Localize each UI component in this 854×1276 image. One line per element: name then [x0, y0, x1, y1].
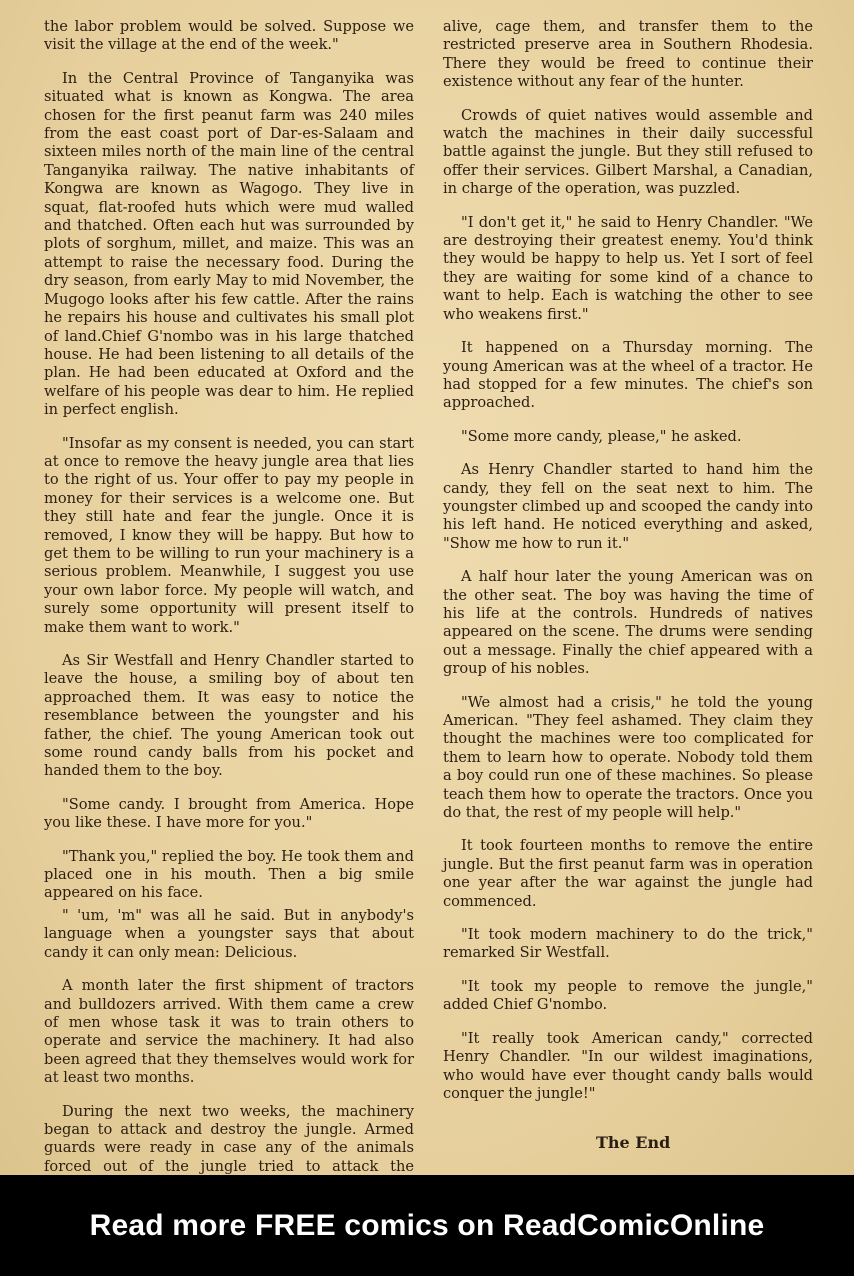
paragraph: As Sir Westfall and Henry Chandler started to leave the house, a smiling boy of about ten approached them. It was easy to notice the resemblance between the youngster and his father, the chief. The young American took out some round candy balls from his pocket and handed them to the boy.	[44, 652, 414, 780]
paragraph: A half hour later the young American was on the other seat. The boy was having the time of his life at the controls. Hundreds of natives appeared on the scene. The drums were sending out a message. Finally the chief appeared with a group of his nobles.	[443, 568, 813, 678]
paragraph: "We almost had a crisis," he told the young American. "They feel ashamed. They claim they thought the machines were too complicated for them to learn how to operate. Nobody told them a boy could run one of these machines. So please teach them how to operate the tractors. Once you do that, the rest of my people will help."	[443, 693, 813, 822]
paragraph: Crowds of quiet natives would assemble and watch the machines in their daily successful battle against the jungle. But they still refused to offer their services. Gilbert Marshal, a Canadian, in charge of the operation, was puzzled.	[443, 106, 813, 198]
right-text-column	[443, 18, 813, 1118]
paragraph: It took fourteen months to remove the entire jungle. But the first peanut farm was in operation one year after the war against the jungle had commenced.	[443, 837, 813, 910]
paragraph: "Some candy. I brought from America. Hope you like these. I have more for you."	[44, 795, 414, 832]
paragraph: "Some more candy, please," he asked.	[461, 427, 742, 445]
footer-link-text[interactable]: Read more FREE comics on ReadComicOnline	[89, 1208, 765, 1242]
paragraph: In the Central Province of Tanganyika was situated what is known as Kongwa. The area chosen for the first peanut farm was 240 miles from the east coast port of Dar-es-Salaam and sixteen miles north of the main line of the central Tanganyika railway. The native inhabitants of Kongwa are known as Wagogo. They live in squat, flat-roofed huts which were mud walled and thatched. Often each hut was surrounded by plots of sorghum, millet, and maize. This was an attempt to raise the necessary food. During the dry season, from early May to mid November, the Mugogo looks after his few cattle. After the rains he repairs his house and cultivates his small plot of land.Chief G'nombo was in his large thatched house. He had been listening to all details of the plan. He had been educated at Oxford and the welfare of his people was dear to him. He replied in perfect english.	[44, 69, 414, 419]
paragraph: It happened on a Thursday morning. The young American was at the wheel of a tractor. He had stopped for a few minutes. The chief's son approached.	[443, 339, 813, 412]
paragraph: As Henry Chandler started to hand him the candy, they fell on the seat next to him. The youngster climbed up and scooped the candy into his left hand. He noticed everything and asked, "Show me how to run it."	[443, 461, 813, 552]
paragraph: "It really took American candy," corrected Henry Chandler. "In our wildest imaginations, who would have ever thought candy balls would conquer the jungle!"	[443, 1029, 813, 1102]
paragraph: alive, cage them, and transfer them to the restricted preserve area in Southern Rhodesia. There they would be freed to continue their existence without any fear of the hunter.	[443, 18, 813, 91]
paragraph: "It took my people to remove the jungle," added Chief G'nombo.	[443, 977, 813, 1014]
paragraph: " 'um, 'm" was all he said. But in anybody's language when a youngster says that about candy it can only mean: Delicious.	[44, 906, 414, 961]
paragraph: "Thank you," replied the boy. He took them and placed one in his mouth. Then a big smile appeared on his face.	[44, 847, 414, 902]
paragraph: During the next two weeks, the machinery began to attack and destroy the jungle. Armed guards were ready in case any of the animals forced out of the jungle tried to attack the	[44, 1102, 414, 1175]
footer-banner[interactable]	[0, 1175, 854, 1276]
paragraph: "It took modern machinery to do the trick," remarked Sir Westfall.	[443, 926, 813, 962]
paragraph: the labor problem would be solved. Suppose we visit the village at the end of the week."	[44, 18, 414, 54]
paragraph: "Insofar as my consent is needed, you can start at once to remove the heavy jungle area that lies to the right of us. Your offer to pay my people in money for their services is a welcome one. But they still hate and fear the jungle. Once it is removed, I know they will be happy. But how to get them to be willing to run your machinery is a serious problem. Meanwhile, I suggest you use your own labor force. My people will watch, and surely some opportunity will present itself to make them want to work."	[44, 434, 414, 636]
the-end-label: The End	[596, 1133, 671, 1152]
left-text-column	[44, 18, 414, 1228]
paragraph: A month later the first shipment of tractors and bulldozers arrived. With them came a crew of men whose task it was to train others to operate and service the machinery. It had also been agreed that they themselves would work for at least two months.	[44, 977, 414, 1087]
paragraph: "I don't get it," he said to Henry Chandler. "We are destroying their greatest enemy. You'd think they would be happy to help us. Yet I sort of feel they are waiting for some kind of a chance to want to help. Each is watching the other to see who weakens first."	[443, 213, 813, 323]
